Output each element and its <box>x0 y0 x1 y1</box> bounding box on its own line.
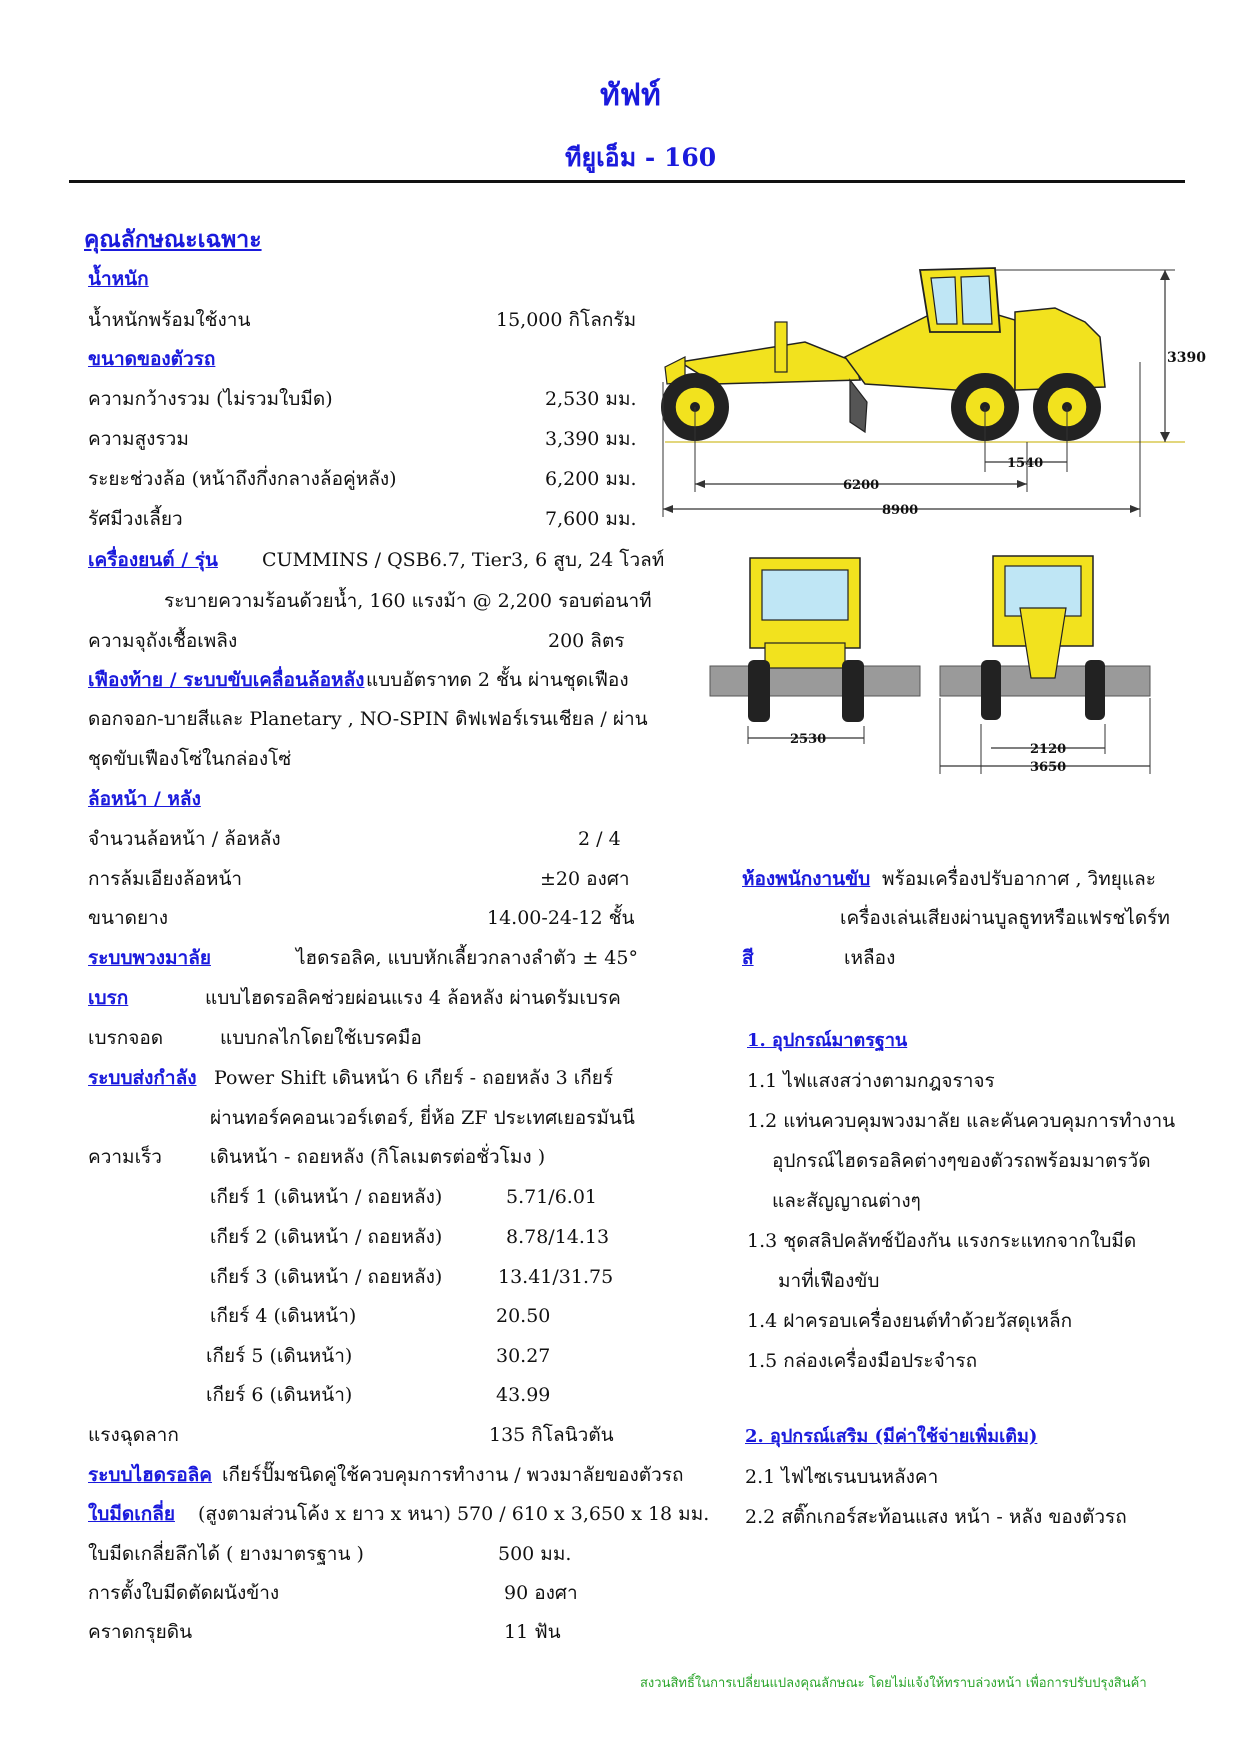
cab-line-2: เครื่องเล่นเสียงผ่านบูลธูทหรือแฟรชไดร์ท <box>840 907 1170 929</box>
brake-value: แบบไฮดรอลิคช่วยผ่อนแรง 4 ล้อหลัง ผ่านดรัมเบรค <box>205 987 621 1009</box>
blade-title: ใบมีดเกลี่ย <box>88 1503 175 1525</box>
dim-track-label: 2120 <box>1030 742 1067 757</box>
drive-title: เฟืองท้าย / ระบบขับเคลื่อนล้อหลัง <box>88 669 365 691</box>
optional-item: 2.2 สติ๊กเกอร์สะท้อนแสง หน้า - หลัง ของตัวรถ <box>745 1506 1127 1528</box>
dim-height-label: 3390 <box>1167 350 1206 366</box>
weight-title: น้ำหนัก <box>88 268 149 290</box>
dim-bogie-label: 1540 <box>1007 456 1044 471</box>
dimension-label: ความสูงรวม <box>88 428 189 450</box>
dimension-value: 6,200 มม. <box>545 468 637 490</box>
speed-label: ความเร็ว <box>88 1146 162 1168</box>
cab-line-1: พร้อมเครื่องปรับอากาศ , วิทยุและ <box>882 868 1156 890</box>
standard-item: 1.5 กล่องเครื่องมือประจำรถ <box>747 1350 978 1372</box>
gear-value: 13.41/31.75 <box>498 1266 614 1288</box>
dim-width-label: 2530 <box>790 732 827 747</box>
footer-note: สงวนสิทธิ์ในการเปลี่ยนแปลงคุณลักษณะ โดยไม่แจ้งให้ทราบล่วงหน้า เพื่อการปรับปรุงสินค้า <box>640 1676 1147 1691</box>
engine-line-2: ระบายความร้อนด้วยน้ำ, 160 แรงม้า @ 2,200 รอบต่อนาที <box>164 590 652 612</box>
cab-title: ห้องพนักงานขับ <box>742 868 871 890</box>
dimensions-title: ขนาดของตัวรถ <box>88 348 216 370</box>
dimension-label: ความกว้างรวม (ไม่รวมใบมีด) <box>88 388 333 410</box>
hydraulic-title: ระบบไฮดรอลิค <box>88 1464 212 1486</box>
operating-weight-label: น้ำหนักพร้อมใช้งาน <box>88 309 251 331</box>
blade-label: ใบมีดเกลี่ยลึกได้ ( ยางมาตรฐาน ) <box>88 1543 364 1565</box>
drawbar-value: 135 กิโลนิวตัน <box>489 1424 614 1446</box>
gear-label: เกียร์ 2 (เดินหน้า / ถอยหลัง) <box>210 1226 443 1248</box>
drive-line-2: ดอกจอก-บายสีและ Planetary , NO-SPIN ดิฟเฟอร์เรนเชียล / ผ่าน <box>88 708 648 730</box>
wheels-label: การล้มเอียงล้อหน้า <box>88 868 243 890</box>
standard-item: และสัญญาณต่างๆ <box>772 1190 921 1212</box>
blade-value: 90 องศา <box>504 1582 578 1604</box>
wheels-value: 2 / 4 <box>578 828 621 850</box>
optional-title: 2. อุปกรณ์เสริม (มีค่าใช้จ่ายเพิ่มเติม) <box>745 1426 1038 1447</box>
wheels-value: ±20 องศา <box>540 868 630 890</box>
gear-label: เกียร์ 6 (เดินหน้า) <box>206 1384 353 1406</box>
parking-brake-label: เบรกจอด <box>88 1027 164 1049</box>
fuel-capacity-value: 200 ลิตร <box>548 630 625 652</box>
drive-line-1: แบบอัตราทด 2 ชั้น ผ่านชุดเฟือง <box>366 669 629 691</box>
wheels-value: 14.00-24-12 ชั้น <box>487 907 635 929</box>
wheels-label: ขนาดยาง <box>88 907 169 929</box>
color-title: สี <box>742 947 754 969</box>
gear-label: เกียร์ 1 (เดินหน้า / ถอยหลัง) <box>210 1186 443 1208</box>
specs-heading: คุณลักษณะเฉพาะ <box>84 226 262 253</box>
standard-item: 1.4 ฝาครอบเครื่องยนต์ทำด้วยวัสดุเหล็ก <box>747 1310 1073 1332</box>
operating-weight-value: 15,000 กิโลกรัม <box>496 309 637 331</box>
grader-side-view <box>655 262 1206 522</box>
parking-brake-value: แบบกลไกโดยใช้เบรคมือ <box>220 1027 422 1049</box>
drive-line-3: ชุดขับเฟืองโซ่ในกล่องโซ่ <box>88 748 292 770</box>
wheels-title: ล้อหน้า / หลัง <box>88 788 201 810</box>
blade-value: 500 มม. <box>498 1543 572 1565</box>
transmission-line-2: ผ่านทอร์คคอนเวอร์เตอร์, ยี่ห้อ ZF ประเทศเยอรมันนี <box>210 1107 635 1129</box>
engine-line-1: CUMMINS / QSB6.7, Tier3, 6 สูบ, 24 โวลท์ <box>262 549 665 571</box>
standard-item: อุปกรณ์ไฮดรอลิคต่างๆของตัวรถพร้อมมาตรวัด <box>772 1150 1151 1172</box>
blade-label: การตั้งใบมีดตัดผนังข้าง <box>88 1582 280 1604</box>
brake-title: เบรก <box>88 987 129 1009</box>
speed-heading: เดินหน้า - ถอยหลัง (กิโลเมตรต่อชั่วโมง ) <box>210 1146 546 1168</box>
gear-value: 43.99 <box>496 1384 551 1406</box>
color-value: เหลือง <box>844 947 896 969</box>
gear-label: เกียร์ 4 (เดินหน้า) <box>210 1305 357 1327</box>
page-title: ทัฟท์ <box>600 78 661 113</box>
header-divider <box>69 180 1185 183</box>
dim-length-label: 8900 <box>882 503 919 518</box>
gear-label: เกียร์ 3 (เดินหน้า / ถอยหลัง) <box>210 1266 443 1288</box>
dim-wheelbase-label: 6200 <box>843 478 880 493</box>
dimension-label: รัศมีวงเลี้ยว <box>88 508 183 530</box>
standard-item: 1.3 ชุดสลิปคลัทช์ป้องกัน แรงกระแทกจากใบมีด <box>747 1230 1137 1252</box>
blade-value: (สูงตามส่วนโค้ง x ยาว x หนา) 570 / 610 x 3,650 x 18 มม. <box>198 1503 710 1525</box>
steering-value: ไฮดรอลิค, แบบหักเลี้ยวกลางลำตัว ± 45° <box>296 947 638 969</box>
model-name: ทียูเอ็ม - 160 <box>565 143 717 172</box>
optional-item: 2.1 ไฟไซเรนบนหลังคา <box>745 1466 939 1488</box>
gear-value: 20.50 <box>496 1305 551 1327</box>
dim-blade-width-label: 3650 <box>1030 760 1067 775</box>
gear-value: 30.27 <box>496 1345 551 1367</box>
fuel-capacity-label: ความจุถังเชื้อเพลิง <box>88 630 238 652</box>
drawbar-label: แรงฉุดลาก <box>88 1424 179 1446</box>
standard-title: 1. อุปกรณ์มาตรฐาน <box>747 1030 908 1051</box>
blade-label: คราดกรุยดิน <box>88 1621 193 1643</box>
engine-title: เครื่องยนต์ / รุ่น <box>88 549 218 571</box>
hydraulic-value: เกียร์ปั๊มชนิดคู่ใช้ควบคุมการทำงาน / พวงมาลัยของตัวรถ <box>222 1464 684 1486</box>
transmission-line-1: Power Shift เดินหน้า 6 เกียร์ - ถอยหลัง 3 เกียร์ <box>214 1067 614 1089</box>
gear-value: 5.71/6.01 <box>506 1186 598 1208</box>
gear-value: 8.78/14.13 <box>506 1226 610 1248</box>
grader-rear-view <box>935 548 1165 780</box>
blade-value: 11 ฟัน <box>504 1621 561 1643</box>
dimension-value: 7,600 มม. <box>545 508 637 530</box>
grader-front-view <box>710 548 930 760</box>
wheels-label: จำนวนล้อหน้า / ล้อหลัง <box>88 828 281 850</box>
gear-label: เกียร์ 5 (เดินหน้า) <box>206 1345 353 1367</box>
standard-item: 1.2 แท่นควบคุมพวงมาลัย และคันควบคุมการทำงาน <box>747 1110 1176 1132</box>
standard-item: 1.1 ไฟแสงสว่างตามกฎจราจร <box>747 1070 995 1092</box>
dimension-value: 3,390 มม. <box>545 428 637 450</box>
transmission-title: ระบบส่งกำลัง <box>88 1067 197 1089</box>
dimension-value: 2,530 มม. <box>545 388 637 410</box>
dimension-label: ระยะช่วงล้อ (หน้าถึงกึ่งกลางล้อคู่หลัง) <box>88 468 397 490</box>
steering-title: ระบบพวงมาลัย <box>88 947 211 969</box>
standard-item: มาที่เฟืองขับ <box>778 1270 880 1292</box>
